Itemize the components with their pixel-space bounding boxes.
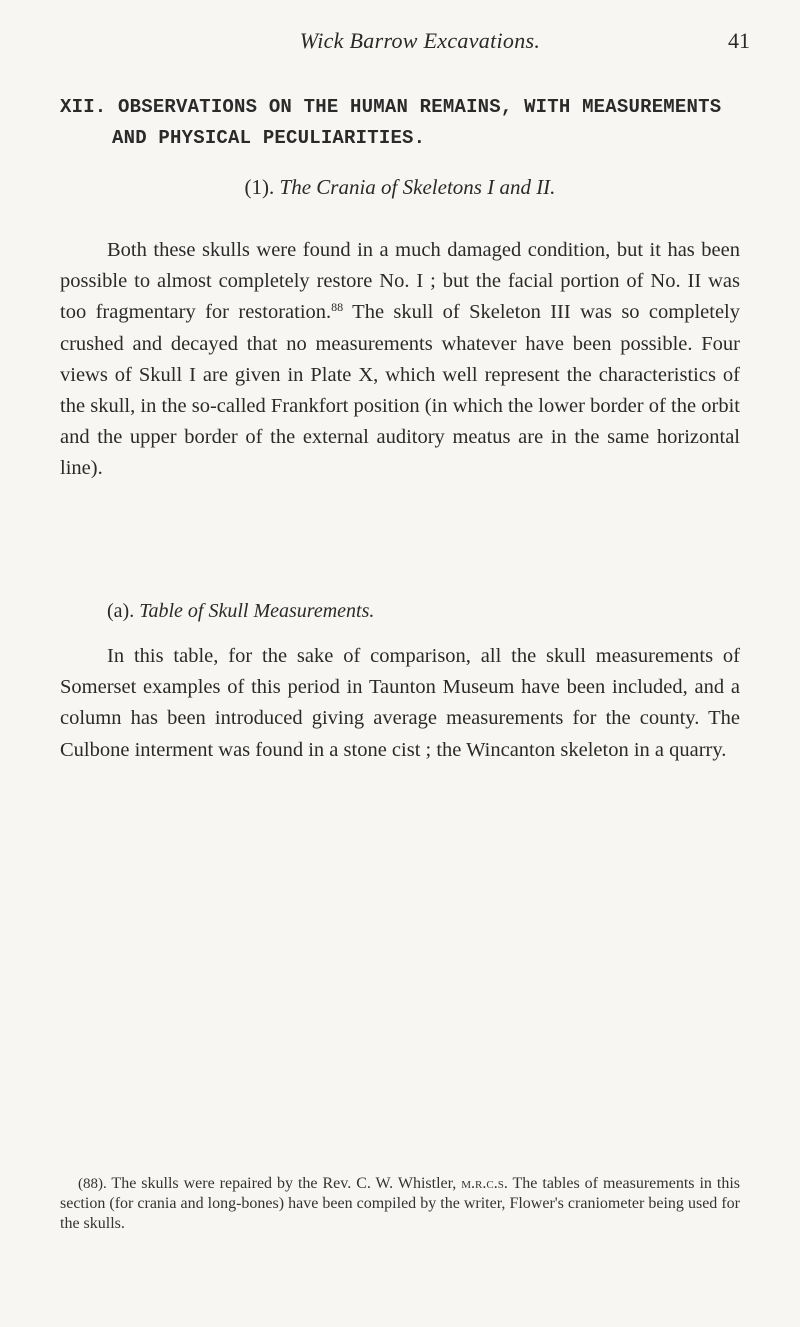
section-heading: XII. OBSERVATIONS ON THE HUMAN REMAINS, WITH MEASUREMENTS AND PHYSICAL PECULIARITIES. [60,96,722,149]
footnote-title: m.r.c.s. [461,1175,508,1192]
footnote [60,1174,740,1234]
table-heading [107,600,374,623]
footnote-text-2: The tables of measurements in this section (for crania and long-bones) have been compiled by the writer, Flower's craniometer being used for the skulls. [60,1175,740,1232]
paragraph-crania [60,235,740,485]
paragraph-table-intro: In this table, for the sake of comparison, all the skull measurements of Somerset examples of this period in Taunton Museum have been included, and a column has been introduced giving average measurements for the county. The Culbone interment was found in a stone cist ; the Wincanton skeleton in a quarry. [60,645,740,761]
running-title: Wick Barrow Excavations. [299,28,541,53]
footnote-text-1: The skulls were repaired by the Rev. C. W. Whistler, [106,1175,462,1192]
footnote-mark: (88). [78,1176,107,1192]
table-heading-title: Table of Skull Measurements. [139,600,375,622]
paragraph-crania-text-2: The skull of Skeleton III was so completely crushed and decayed that no measurements whatever have been possible. Four views of Skull I are given in Plate X, which well represent the characteristics of the skull, in the so-called Frankfort position (in which the lower border of the orbit and the upper border of the external auditory meatus are in the same horizontal line). [60,301,740,480]
subheading-number: (1). [244,175,275,199]
page-number: 41 [728,28,750,53]
paragraph-crania-text-1: Both these skulls were found in a much damaged condition, but it has been possible to almost completely restore No. I ; but the facial portion of No. II was too fragmentary for restoration. [60,239,740,324]
page-header [90,28,750,58]
subheading [60,175,740,200]
subheading-title: The Crania of Skeletons I and II. [279,175,556,199]
footnote-reference: 88 [331,300,344,315]
table-heading-label: (a). [107,600,135,622]
